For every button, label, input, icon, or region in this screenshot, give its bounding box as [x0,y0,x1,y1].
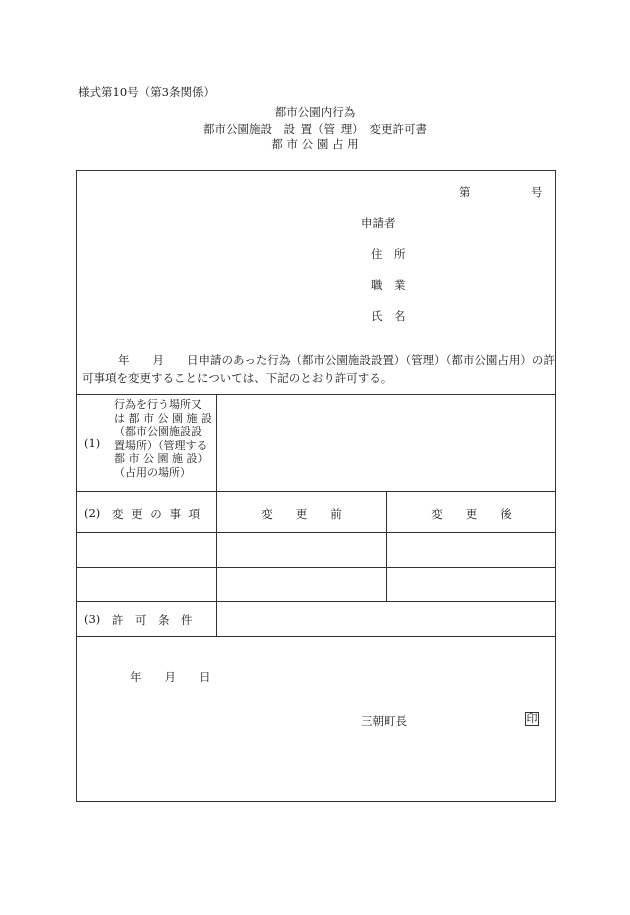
row1-label-line: 都 市 公 園 施 設） [114,452,209,465]
number-suffix: 号 [531,185,543,199]
row3-number: (3) [84,612,101,626]
row1-number: (1) [84,436,101,450]
divider-row2-top [76,491,556,492]
address-label: 住 所 [371,247,406,261]
row1-label-line: は 都 市 公 園 施 設 [114,411,212,425]
row2-number: (2) [84,506,101,520]
row1-label-line: （占用の場所） [114,465,191,479]
after-label: 変 更 後 [431,507,512,521]
row2-label: 変 更 の 事 項 [112,507,201,521]
row3-label: 許 可 条 件 [112,613,193,627]
body-text-line-1: 年 月 日申請のあった行為（都市公園施設設置）（管理）（都市公園占用）の許 [118,353,555,367]
divider-footer-top [76,636,556,637]
row1-label-line: 行為を行う場所又 [114,398,202,411]
row1-label-line: （都市公園施設設 [114,425,202,438]
footer-date: 年 月 日 [130,670,211,684]
number-prefix: 第 [459,185,471,199]
title-line-3: 都 市 公 園 占 用 [271,137,359,151]
body-text-line-2: 可事項を変更することについては、下記のとおり許可する。 [82,371,393,385]
seal-mark: 印 [526,712,538,725]
issuer-name: 三朝町長 [361,714,407,728]
form-number: 様式第10号（第3条関係） [78,85,215,99]
row1-label [114,398,212,479]
divider-blank2-top [76,567,556,568]
title-line-1: 都市公園内行為 [274,105,356,119]
divider-blank1-top [76,532,556,533]
divider-row3-top [76,601,556,602]
divider-row1-top [76,394,556,395]
applicant-label: 申請者 [361,216,396,230]
title-line-2: 都市公園施設 設 置（管 理） 変更許可書 [202,122,428,136]
occupation-label: 職 業 [371,278,406,292]
before-label: 変 更 前 [261,507,342,521]
form-table [76,170,556,802]
name-label: 氏 名 [371,309,406,323]
row1-label-line: 置場所）（管理する [114,438,208,452]
